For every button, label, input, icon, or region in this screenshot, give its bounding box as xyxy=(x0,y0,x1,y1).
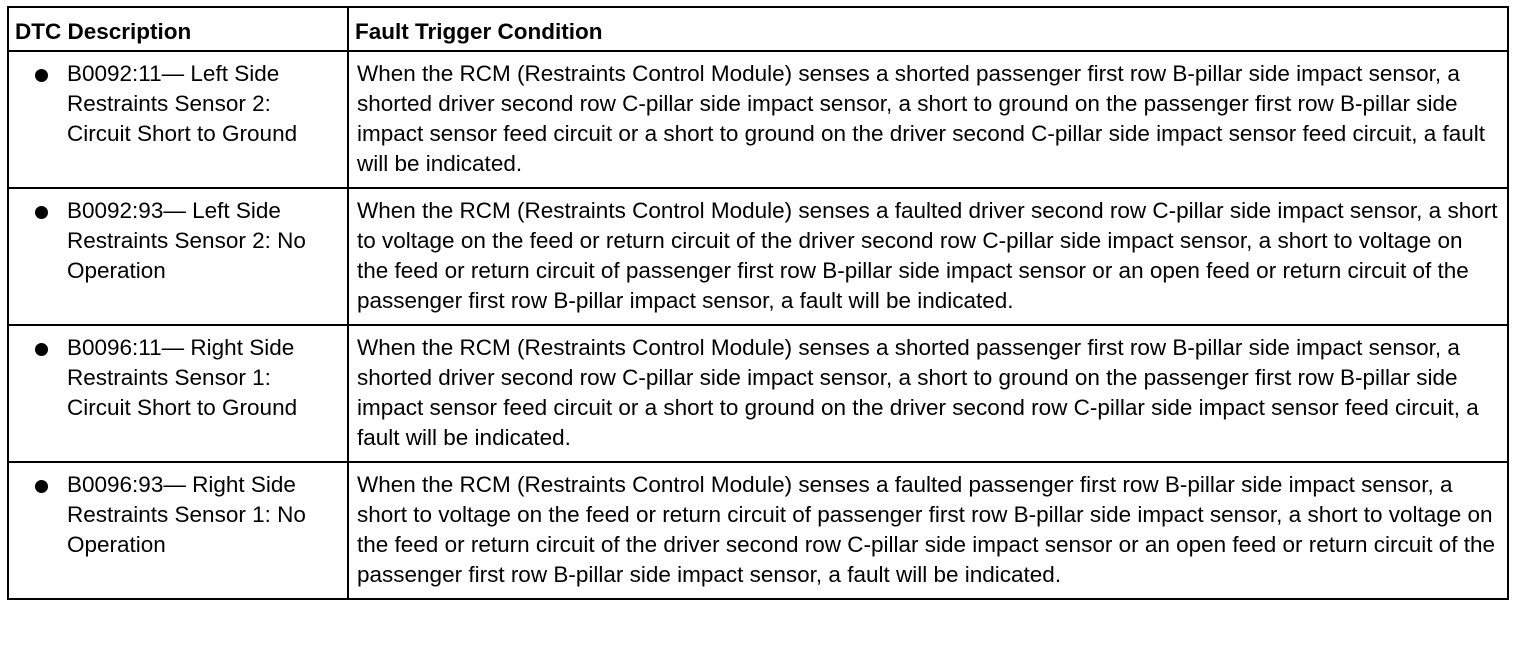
dtc-cell xyxy=(8,325,348,462)
dtc-table xyxy=(7,6,1509,600)
fault-condition-cell: When the RCM (Restraints Control Module) senses a faulted driver second row C-pillar side impact sensor, a short to voltage on the feed or return circuit of the driver second row C-pillar side impact sensor, a short to voltage on the feed or return circuit of passenger first row B-pillar side impact sensor or an open feed or return circuit of the passenger first row B-pillar impact sensor, a fault will be indicated. xyxy=(348,188,1508,325)
header-fault-trigger-condition: Fault Trigger Condition xyxy=(348,7,1508,51)
fault-condition-cell: When the RCM (Restraints Control Module) senses a shorted passenger first row B-pillar side impact sensor, a shorted driver second row C-pillar side impact sensor, a short to ground on the passenger first row B-pillar side impact sensor feed circuit or a short to ground on the driver second C-pillar side impact sensor feed circuit, a fault will be indicated. xyxy=(348,51,1508,188)
header-dtc-description: DTC Description xyxy=(8,7,348,51)
dtc-cell xyxy=(8,462,348,599)
dtc-description-text: B0096:93— Right Side Restraints Sensor 1: No Operation xyxy=(67,472,306,557)
dtc-item xyxy=(35,59,337,149)
dtc-cell xyxy=(8,51,348,188)
bullet-icon xyxy=(35,206,48,219)
bullet-icon xyxy=(35,480,48,493)
dtc-description-text: B0092:11— Left Side Restraints Sensor 2: Circuit Short to Ground xyxy=(67,61,298,146)
bullet-icon xyxy=(35,343,48,356)
bullet-icon xyxy=(35,69,48,82)
dtc-description-text: B0092:93— Left Side Restraints Sensor 2: No Operation xyxy=(67,198,306,283)
table-header-row xyxy=(8,7,1508,51)
dtc-item xyxy=(35,196,337,286)
fault-condition-cell: When the RCM (Restraints Control Module) senses a faulted passenger first row B-pillar side impact sensor, a short to voltage on the feed or return circuit of passenger first row B-pillar side impact sensor, a short to voltage on the feed or return circuit of the driver second row C-pillar side impact sensor or an open feed or return circuit of the passenger first row B-pillar side impact sensor, a fault will be indicated. xyxy=(348,462,1508,599)
dtc-item xyxy=(35,470,337,560)
dtc-table-container xyxy=(7,6,1507,600)
table-row xyxy=(8,325,1508,462)
table-row xyxy=(8,188,1508,325)
dtc-description-text: B0096:11— Right Side Restraints Sensor 1: Circuit Short to Ground xyxy=(67,335,298,420)
dtc-cell xyxy=(8,188,348,325)
table-row xyxy=(8,51,1508,188)
table-row xyxy=(8,462,1508,599)
dtc-item xyxy=(35,333,337,423)
fault-condition-cell: When the RCM (Restraints Control Module) senses a shorted passenger first row B-pillar side impact sensor, a shorted driver second row C-pillar side impact sensor, a short to ground on the passenger first row B-pillar side impact sensor feed circuit or a short to ground on the driver second row C-pillar side impact sensor feed circuit, a fault will be indicated. xyxy=(348,325,1508,462)
